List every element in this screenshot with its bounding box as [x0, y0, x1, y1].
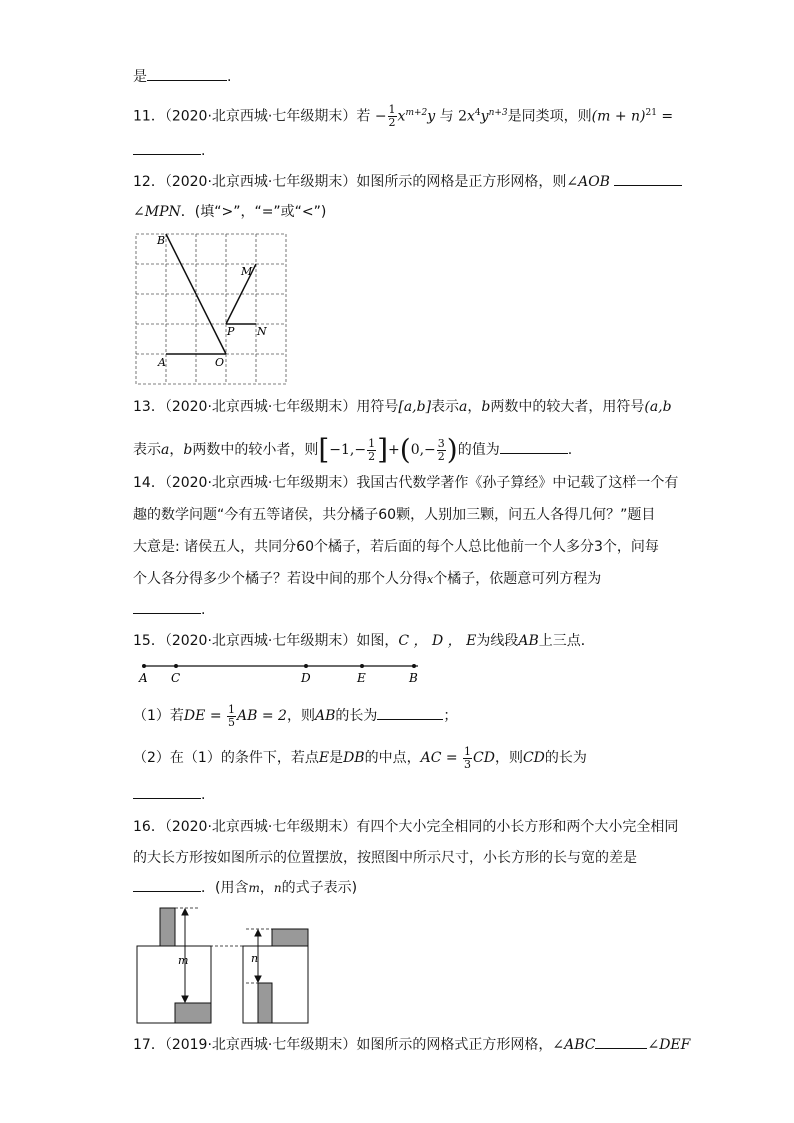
- question-15-part2: （2）在（1）的条件下，若点E是DB的中点，AC = $\frac{1}{3}$ CD，则CD的长为: [133, 744, 587, 771]
- q15-answer-line: .: [133, 784, 205, 805]
- answer-blank[interactable]: [133, 784, 201, 799]
- question-14-line3: 大意是: 诸侯五人，共同分60个橘子，若后面的每个人总比他前一个人多分3个，问每: [133, 539, 659, 555]
- answer-blank[interactable]: [147, 66, 227, 81]
- answer-blank[interactable]: [614, 171, 682, 186]
- label-a: A: [139, 671, 148, 685]
- question-12: 12．（2020·北京西城·七年级期末）如图所示的网格是正方形网格，则∠AOB: [133, 171, 682, 192]
- question-14: 14．（2020·北京西城·七年级期末）我国古代数学著作《孙子算经》中记载了这样一个有: [133, 475, 679, 491]
- point-c: [174, 664, 178, 668]
- answer-blank[interactable]: [377, 705, 443, 720]
- fraction: $\frac{1}{3}$: [464, 744, 472, 771]
- question-16-line2: 的大长方形按如图所示的位置摆放，按照图中所示尺寸，小长方形的长与宽的差是: [133, 850, 637, 866]
- question-15-part1: （1）若DE = $\frac{1}{5}$ AB = 2，则AB的长为 ；: [133, 702, 458, 729]
- point-a: [142, 664, 146, 668]
- q11-answer-line: .: [133, 140, 205, 161]
- answer-blank[interactable]: [133, 877, 201, 892]
- label-o: O: [215, 356, 225, 369]
- question-14-line2: 趣的数学问题“今有五等诸侯，共分橘子60颗，人别加三颗，问五人各得几何？”题目: [133, 507, 656, 523]
- small-rect-bottom-right: [258, 983, 272, 1023]
- question-17: 17．（2019·北京西城·七年级期末）如图所示的网格式正方形网格，∠ABC ∠DEF: [133, 1034, 690, 1055]
- small-rect-bottom-left: [175, 1003, 211, 1023]
- fraction: $\frac{3}{2}$: [437, 436, 445, 463]
- point-d: [304, 664, 308, 668]
- small-rect-top-right: [272, 929, 308, 946]
- question-13: 13．（2020·北京西城·七年级期末）用符号[a,b]表示a，b两数中的较大者，用符号(a,b: [133, 399, 672, 415]
- question-13-line2: 表示a，b两数中的较小者，则[−1,− $\frac{1}{2}$ ]+(0,− $\frac{3}{2}$ )的值为 .: [133, 433, 573, 466]
- label-a: A: [158, 356, 166, 369]
- fraction: $\frac{1}{2}$: [388, 103, 396, 130]
- q16-rectangles-figure: [136, 907, 316, 1025]
- q15-segment-figure: [136, 658, 426, 688]
- answer-blank[interactable]: [595, 1034, 647, 1049]
- label-d: D: [301, 671, 311, 685]
- question-16-line3: ．(用含m，n的式子表示): [133, 877, 357, 898]
- label-m: m: [178, 954, 189, 967]
- question-11: 11．（2020·北京西城·七年级期末）若 − $\frac{1}{2}$ $x^{m+2}y$ 与 $2x^4y^{n+3}$是同类项，则$(m + n)^{21}$ =: [133, 103, 674, 130]
- label-n: N: [257, 325, 267, 338]
- label-e: E: [357, 671, 366, 685]
- question-12-line2: ∠MPN．(填“>”，“=”或“<”): [133, 204, 327, 220]
- answer-blank[interactable]: [133, 599, 201, 614]
- fraction: $\frac{1}{5}$: [228, 702, 236, 729]
- question-14-line4: 个人各分得多少个橘子？若设中间的那个人分得x个橘子，依题意可列方程为: [133, 571, 602, 587]
- label-n: n: [251, 952, 259, 965]
- label-c: C: [171, 671, 181, 685]
- label-p: P: [227, 325, 235, 338]
- point-e: [360, 664, 364, 668]
- small-rect-top-left: [160, 908, 175, 946]
- fraction: $\frac{1}{2}$: [368, 436, 376, 463]
- q10-tail: 是 .: [133, 66, 231, 87]
- question-16: 16．（2020·北京西城·七年级期末）有四个大小完全相同的小长方形和两个大小完全相同: [133, 819, 679, 835]
- label-m: M: [241, 265, 253, 278]
- point-b: [412, 664, 416, 668]
- q12-grid-figure: [135, 233, 287, 385]
- answer-blank[interactable]: [133, 140, 201, 155]
- label-b: B: [157, 234, 166, 247]
- answer-blank[interactable]: [500, 439, 568, 454]
- question-15: 15．（2020·北京西城·七年级期末）如图，C ， D ， E为线段AB上三点．: [133, 633, 595, 649]
- label-b: B: [409, 671, 418, 685]
- q14-answer-line: .: [133, 599, 205, 620]
